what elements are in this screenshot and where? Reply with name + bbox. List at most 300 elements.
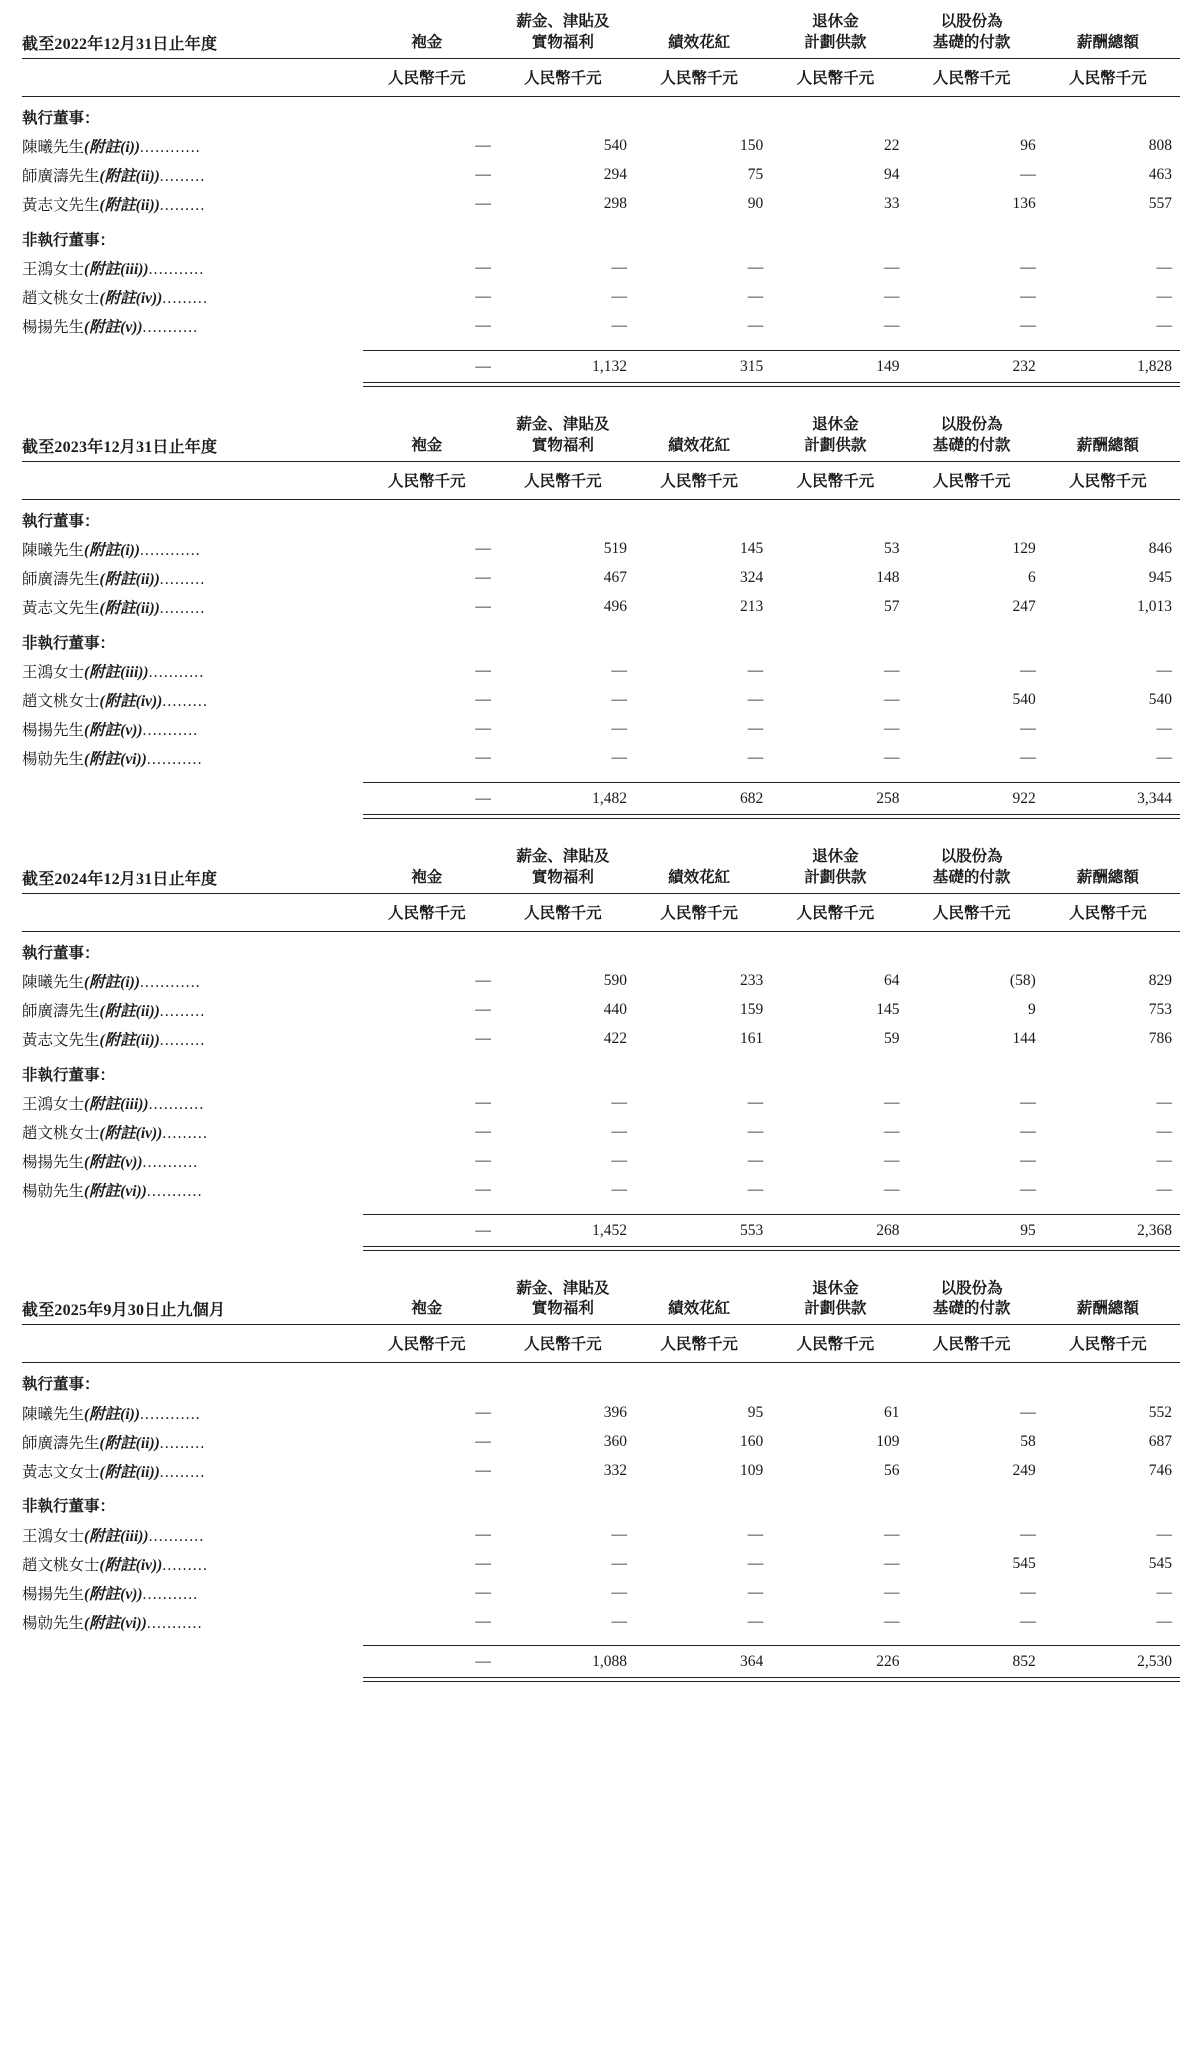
rule-segment: [771, 1678, 907, 1682]
spacer-cell: [635, 1636, 771, 1646]
unit-rmb-thousand: 人民幣千元: [1069, 1336, 1147, 1354]
value-pension: —: [884, 662, 900, 680]
director-note-ref: (附註(ii)): [99, 1434, 160, 1452]
value-pension: 94: [884, 166, 900, 184]
value-total: —: [1156, 662, 1172, 680]
director-name: 王鴻女士: [22, 261, 85, 279]
unit-rmb-thousand: 人民幣千元: [796, 1336, 875, 1354]
totals-row: [22, 783, 1180, 815]
director-name: 師廣濤先生: [22, 571, 100, 589]
closing-double-rule: [22, 382, 1180, 386]
value-share: —: [1020, 1403, 1036, 1421]
director-note-ref: (附註(iii)): [84, 261, 149, 279]
director-name-cell: [22, 967, 363, 996]
table-row: [22, 996, 1180, 1025]
leader-dots: .........: [159, 1032, 206, 1050]
unit-rmb-thousand: 人民幣千元: [660, 472, 738, 490]
spacer-cell: [771, 773, 907, 783]
value-bonus: 75: [747, 166, 764, 184]
value-bonus: 90: [747, 195, 764, 213]
rule-segment: [771, 814, 907, 818]
header-total-remuneration: 薪酬總額: [1076, 436, 1139, 454]
header-total-remuneration: 薪酬總額: [1076, 868, 1139, 886]
rule-gap: [22, 814, 363, 818]
value-total: —: [1156, 1525, 1172, 1543]
header-salary-allowance-benefits: 薪金、津貼及 實物福利: [516, 847, 610, 886]
director-note-ref: (附註(v)): [84, 1585, 143, 1603]
value-share: —: [1020, 259, 1036, 277]
director-note-ref: (附註(vi)): [84, 1614, 147, 1632]
group-label-non-executive: [22, 622, 1180, 657]
value-fee: —: [475, 1403, 491, 1421]
total-bonus: 315: [740, 357, 764, 375]
unit-rmb-thousand: 人民幣千元: [660, 69, 738, 87]
total-total: 1,828: [1137, 357, 1172, 375]
header-total-remuneration: 薪酬總額: [1076, 1300, 1139, 1318]
director-note-ref: (附註(i)): [84, 542, 140, 560]
value-pension: 61: [884, 1403, 900, 1421]
value-salary: —: [611, 662, 628, 680]
rule-segment: [363, 814, 499, 818]
value-pension: —: [884, 1583, 900, 1601]
spacer-cell: [908, 1205, 1044, 1215]
table-row: [22, 1398, 1180, 1427]
unit-rmb-thousand: 人民幣千元: [524, 904, 602, 922]
director-note-ref: (附註(iv)): [99, 290, 163, 308]
value-fee: —: [475, 1001, 491, 1019]
director-name: 趙文桃女士: [22, 290, 100, 308]
remuneration-table: [22, 1277, 1180, 1683]
director-name: 陳曦先生: [22, 542, 85, 560]
director-name: 楊揚先生: [22, 722, 85, 740]
group-label-non-executive: [22, 1485, 1180, 1520]
unit-rmb-thousand: 人民幣千元: [387, 69, 466, 87]
leader-dots: .........: [159, 1434, 206, 1452]
director-name: 楊揚先生: [22, 319, 85, 337]
spacer-cell: [22, 341, 363, 351]
value-fee: —: [475, 1094, 491, 1112]
table-row: [22, 593, 1180, 622]
value-fee: —: [475, 1554, 491, 1572]
closing-double-rule: [22, 1678, 1180, 1682]
value-fee: —: [475, 1583, 491, 1601]
value-total: 463: [1148, 166, 1172, 184]
leader-dots: ...........: [142, 1154, 199, 1172]
director-note-ref: (附註(ii)): [99, 197, 160, 215]
table-row: [22, 1118, 1180, 1147]
director-name-cell: [22, 1118, 363, 1147]
value-pension: —: [884, 1612, 900, 1630]
value-fee: —: [475, 1030, 491, 1048]
unit-rmb-thousand: 人民幣千元: [387, 904, 466, 922]
value-pension: —: [884, 691, 900, 709]
value-salary: 298: [603, 195, 628, 213]
value-fee: —: [475, 749, 491, 767]
group-label-text: 執行董事：: [22, 1376, 100, 1394]
period-label: 截至2023年12月31日止年度: [22, 438, 218, 456]
value-salary: —: [611, 1612, 628, 1630]
totals-label: [22, 351, 363, 383]
value-pension: —: [884, 1525, 900, 1543]
header-pension-contribution: 退休金 計劃供款: [804, 847, 867, 886]
value-total: 552: [1148, 1403, 1172, 1421]
leader-dots: ...........: [148, 664, 205, 682]
period-label: 截至2025年9月30日止九個月: [22, 1302, 226, 1320]
value-bonus: —: [747, 720, 764, 738]
table-row: [22, 1607, 1180, 1636]
rule-segment: [363, 1678, 499, 1682]
value-share: —: [1020, 1583, 1036, 1601]
remuneration-table: [22, 845, 1180, 1251]
value-bonus: —: [747, 259, 764, 277]
rule-segment: [635, 382, 771, 386]
value-pension: 57: [884, 598, 900, 616]
value-salary: 360: [603, 1432, 628, 1450]
leader-dots: ...........: [142, 1585, 199, 1603]
value-pension: —: [884, 1181, 900, 1199]
director-name: 陳曦先生: [22, 1405, 85, 1423]
total-total: 2,368: [1137, 1221, 1172, 1239]
group-label-text: 執行董事：: [22, 944, 100, 962]
rule-segment: [499, 814, 635, 818]
unit-rmb-thousand: 人民幣千元: [660, 1336, 738, 1354]
director-name-cell: [22, 1549, 363, 1578]
director-name-cell: [22, 593, 363, 622]
header-pension-contribution: 退休金 計劃供款: [804, 13, 867, 51]
leader-dots: ...........: [142, 319, 199, 337]
director-name: 陳曦先生: [22, 139, 85, 157]
value-pension: 64: [884, 972, 900, 990]
header-performance-bonus: 績效花紅: [668, 1300, 731, 1318]
table-row: [22, 686, 1180, 715]
units-row: [22, 1325, 1180, 1363]
rule-gap: [22, 1678, 363, 1682]
director-name-cell: [22, 312, 363, 341]
value-pension: —: [884, 317, 900, 335]
totals-row: [22, 1646, 1180, 1678]
value-total: 557: [1148, 195, 1172, 213]
value-fee: —: [475, 137, 491, 155]
value-fee: —: [475, 1181, 491, 1199]
director-note-ref: (附註(iii)): [84, 1527, 149, 1545]
header-pension-contribution: 退休金 計劃供款: [804, 415, 867, 454]
value-pension: 109: [876, 1432, 900, 1450]
rule-gap: [22, 382, 363, 386]
director-name: 王鴻女士: [22, 664, 85, 682]
table-row: [22, 535, 1180, 564]
value-total: —: [1156, 1181, 1172, 1199]
value-bonus: —: [747, 1152, 764, 1170]
director-name: 黃志文女士: [22, 1463, 100, 1481]
table-row: [22, 1025, 1180, 1054]
table-row: [22, 1520, 1180, 1549]
value-salary: —: [611, 259, 628, 277]
director-note-ref: (附註(ii)): [99, 1463, 160, 1481]
value-share: —: [1020, 1181, 1036, 1199]
value-pension: 22: [884, 137, 900, 155]
spacer-cell: [771, 1205, 907, 1215]
totals-label: [22, 783, 363, 815]
total-share: 852: [1012, 1653, 1036, 1671]
value-fee: —: [475, 166, 491, 184]
rule-segment: [635, 1246, 771, 1250]
value-salary: —: [611, 691, 628, 709]
director-name: 趙文桃女士: [22, 693, 100, 711]
remuneration-table: [22, 413, 1180, 819]
total-pension: 149: [876, 357, 900, 375]
value-fee: —: [475, 972, 491, 990]
leader-dots: .........: [162, 1125, 209, 1143]
value-fee: —: [475, 317, 491, 335]
spacer-cell: [771, 341, 907, 351]
leader-dots: .........: [159, 571, 206, 589]
value-total: —: [1156, 1583, 1172, 1601]
value-share: —: [1020, 1123, 1036, 1141]
value-salary: 519: [603, 540, 628, 558]
value-bonus: —: [747, 1583, 764, 1601]
rule-segment: [635, 814, 771, 818]
group-label-non-executive: [22, 1054, 1180, 1089]
header-salary-allowance-benefits: 薪金、津貼及 實物福利: [516, 415, 610, 454]
value-salary: —: [611, 749, 628, 767]
tables-container: [22, 10, 1180, 1682]
header-performance-bonus: 績效花紅: [668, 436, 731, 454]
leader-dots: ...........: [148, 1527, 205, 1545]
leader-dots: ...........: [146, 751, 203, 769]
director-note-ref: (附註(iii)): [84, 1096, 149, 1114]
total-total: 3,344: [1137, 789, 1172, 807]
director-note-ref: (附註(i)): [84, 974, 140, 992]
value-salary: —: [611, 720, 628, 738]
value-salary: —: [611, 1583, 628, 1601]
rule-segment: [1044, 814, 1180, 818]
value-salary: —: [611, 1525, 628, 1543]
director-name: 楊揚先生: [22, 1154, 85, 1172]
leader-dots: .........: [162, 1556, 209, 1574]
table-row: [22, 312, 1180, 341]
value-total: 1,013: [1137, 598, 1172, 616]
value-total: —: [1156, 288, 1172, 306]
value-bonus: —: [747, 1554, 764, 1572]
director-name-cell: [22, 254, 363, 283]
leader-dots: ...........: [146, 1183, 203, 1201]
value-share: —: [1020, 749, 1036, 767]
director-name: 王鴻女士: [22, 1096, 85, 1114]
director-name-cell: [22, 1089, 363, 1118]
table-row: [22, 1176, 1180, 1205]
value-total: 829: [1148, 972, 1172, 990]
unit-rmb-thousand: 人民幣千元: [1069, 904, 1147, 922]
total-total: 2,530: [1137, 1653, 1172, 1671]
value-pension: —: [884, 1094, 900, 1112]
header-fee: 袍金: [411, 436, 443, 454]
header-fee: 袍金: [411, 33, 443, 51]
total-bonus: 682: [740, 789, 764, 807]
spacer-cell: [22, 1636, 363, 1646]
director-note-ref: (附註(ii)): [99, 168, 160, 186]
value-fee: —: [475, 1152, 491, 1170]
header-share-based-payment: 以股份為 基礎的付款: [932, 415, 1011, 454]
units-blank: [22, 58, 363, 96]
value-fee: —: [475, 1123, 491, 1141]
header-fee: 袍金: [411, 868, 443, 886]
rule-segment: [499, 382, 635, 386]
leader-dots: .........: [162, 693, 209, 711]
leader-dots: ............: [139, 139, 201, 157]
group-label-text: 非執行董事：: [22, 1066, 116, 1084]
totals-row: [22, 351, 1180, 383]
unit-rmb-thousand: 人民幣千元: [796, 472, 875, 490]
spacer: [22, 1205, 1180, 1215]
director-name-cell: [22, 1147, 363, 1176]
leader-dots: ...........: [142, 722, 199, 740]
spacer-cell: [22, 773, 363, 783]
value-bonus: 159: [740, 1001, 764, 1019]
value-total: —: [1156, 1612, 1172, 1630]
spacer: [22, 1636, 1180, 1646]
unit-rmb-thousand: 人民幣千元: [524, 69, 602, 87]
leader-dots: .........: [159, 600, 206, 618]
value-salary: —: [611, 1094, 628, 1112]
director-note-ref: (附註(iii)): [84, 664, 149, 682]
value-salary: —: [611, 288, 628, 306]
period-label: 截至2022年12月31日止年度: [22, 35, 218, 53]
rule-segment: [771, 1246, 907, 1250]
value-total: —: [1156, 720, 1172, 738]
spacer-cell: [771, 1636, 907, 1646]
leader-dots: ...........: [148, 261, 205, 279]
spacer-cell: [635, 773, 771, 783]
value-fee: —: [475, 720, 491, 738]
table-row: [22, 1549, 1180, 1578]
leader-dots: ............: [139, 1405, 201, 1423]
value-fee: —: [475, 1461, 491, 1479]
remuneration-table: [22, 10, 1180, 387]
value-fee: —: [475, 598, 491, 616]
value-bonus: —: [747, 288, 764, 306]
table-row: [22, 744, 1180, 773]
group-label-executive: [22, 499, 1180, 535]
director-name: 楊揚先生: [22, 1585, 85, 1603]
table-row: [22, 1089, 1180, 1118]
spacer-cell: [499, 1636, 635, 1646]
value-bonus: —: [747, 1525, 764, 1543]
director-name-cell: [22, 996, 363, 1025]
director-name: 楊勍先生: [22, 751, 85, 769]
director-note-ref: (附註(ii)): [99, 1032, 160, 1050]
total-salary: 1,132: [592, 357, 628, 375]
unit-rmb-thousand: 人民幣千元: [524, 1336, 602, 1354]
value-pension: 59: [884, 1030, 900, 1048]
value-total: 786: [1148, 1030, 1172, 1048]
totals-row: [22, 1215, 1180, 1247]
rule-gap: [22, 1246, 363, 1250]
value-share: 540: [1012, 691, 1036, 709]
value-share: 136: [1012, 195, 1036, 213]
header-share-based-payment: 以股份為 基礎的付款: [932, 13, 1011, 51]
spacer-cell: [908, 1636, 1044, 1646]
director-note-ref: (附註(ii)): [99, 1003, 160, 1021]
value-fee: —: [475, 288, 491, 306]
leader-dots: .........: [159, 168, 206, 186]
value-total: 545: [1148, 1554, 1172, 1572]
director-note-ref: (附註(i)): [84, 139, 140, 157]
director-name-cell: [22, 564, 363, 593]
value-total: —: [1156, 1123, 1172, 1141]
group-label-text: 非執行董事：: [22, 634, 116, 652]
header-share-based-payment: 以股份為 基礎的付款: [932, 1279, 1011, 1318]
header-salary-allowance-benefits: 薪金、津貼及 實物福利: [516, 13, 610, 51]
value-pension: —: [884, 1554, 900, 1572]
leader-dots: ............: [139, 542, 201, 560]
value-total: —: [1156, 259, 1172, 277]
value-share: 58: [1020, 1432, 1036, 1450]
value-share: 247: [1012, 598, 1036, 616]
value-salary: 467: [603, 569, 628, 587]
total-bonus: 364: [740, 1653, 764, 1671]
director-name-cell: [22, 161, 363, 190]
total-pension: 258: [876, 789, 900, 807]
director-name-cell: [22, 1607, 363, 1636]
value-total: —: [1156, 1094, 1172, 1112]
director-name: 趙文桃女士: [22, 1125, 100, 1143]
table-row: [22, 1578, 1180, 1607]
unit-rmb-thousand: 人民幣千元: [387, 1336, 466, 1354]
value-salary: —: [611, 1123, 628, 1141]
value-salary: —: [611, 1554, 628, 1572]
spacer-cell: [635, 341, 771, 351]
value-salary: —: [611, 317, 628, 335]
value-bonus: —: [747, 317, 764, 335]
table-header-row: [22, 845, 1180, 893]
period-label: 截至2024年12月31日止年度: [22, 870, 218, 888]
value-bonus: 213: [740, 598, 764, 616]
value-bonus: —: [747, 1123, 764, 1141]
value-share: —: [1020, 662, 1036, 680]
spacer-cell: [1044, 1205, 1180, 1215]
spacer: [22, 773, 1180, 783]
rule-segment: [635, 1678, 771, 1682]
value-salary: 440: [603, 1001, 628, 1019]
units-blank: [22, 461, 363, 499]
units-row: [22, 58, 1180, 96]
leader-dots: .........: [162, 290, 209, 308]
value-bonus: 95: [747, 1403, 764, 1421]
rule-segment: [1044, 1246, 1180, 1250]
value-fee: —: [475, 569, 491, 587]
total-share: 232: [1012, 357, 1036, 375]
director-note-ref: (附註(iv)): [99, 1556, 163, 1574]
value-pension: —: [884, 1123, 900, 1141]
value-total: 540: [1148, 691, 1172, 709]
unit-rmb-thousand: 人民幣千元: [796, 904, 875, 922]
rule-segment: [499, 1246, 635, 1250]
unit-rmb-thousand: 人民幣千元: [1069, 472, 1147, 490]
total-salary: 1,452: [592, 1221, 628, 1239]
table-header-row: [22, 413, 1180, 461]
value-share: —: [1020, 1525, 1036, 1543]
unit-rmb-thousand: 人民幣千元: [932, 1336, 1011, 1354]
rule-segment: [908, 1678, 1044, 1682]
director-name-cell: [22, 657, 363, 686]
value-total: —: [1156, 749, 1172, 767]
director-name-cell: [22, 190, 363, 219]
unit-rmb-thousand: 人民幣千元: [660, 904, 738, 922]
table-row: [22, 564, 1180, 593]
table-row: [22, 132, 1180, 161]
value-fee: —: [475, 1432, 491, 1450]
value-bonus: —: [747, 691, 764, 709]
